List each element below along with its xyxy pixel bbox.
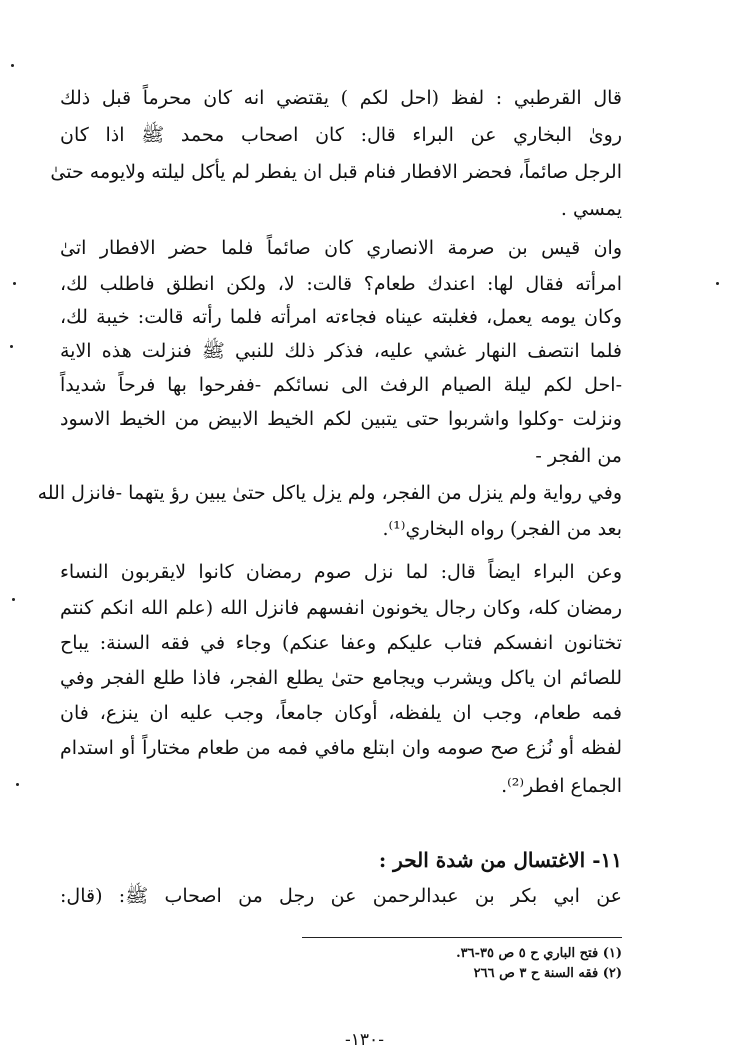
section-heading: ١١- الاغتسال من شدة الحر : [378,848,622,872]
scan-speck [16,783,19,786]
body-line-19: لفظه أو نُزع صح صومه وان ابتلع مافي فمه من طعام مختاراً أو استدام [60,737,622,759]
body-line-6: امرأته فقال لها: اعندك طعام؟ قالت: لا، ولكن انطلق فاطلب لك، [60,273,622,295]
page-number: -١٣٠- [345,1030,384,1050]
body-line-20: الجماع افطر⁽²⁾. [501,775,622,797]
scan-speck [716,282,719,285]
body-line-4: يمسي . [560,198,622,220]
body-line-7: وكان يومه يعمل، فغلبته عيناه فجاءته امرأته فلما رأته قالت: خيبة لك، [60,306,622,328]
footnote-separator [302,937,622,938]
body-line-3: الرجل صائماً، فحضر الافطار فنام قبل ان يفطر لم يأكل ليلته ولايومه حتىٰ [50,161,622,183]
body-line-15: رمضان كله، وكان رجال يخونون انفسهم فانزل الله (علم الله انكم كنتم [60,597,622,619]
body-line-12: وفي رواية ولم ينزل من الفجر، ولم يزل ياكل حتىٰ يبين رؤ يتهما -فانزل الله [37,482,622,504]
body-line-11: من الفجر - [535,445,622,467]
scan-speck [12,598,15,601]
section-first-line: عن ابي بكر بن عبدالرحمن عن رجل من اصحاب ﷺ: (قال: [60,885,622,907]
body-line-10: ونزلت -وكلوا واشربوا حتى يتبين لكم الخيط الابيض من الخيط الاسود [60,408,622,430]
body-line-5: وان قيس بن صرمة الانصاري كان صائماً فلما حضر الافطار اتىٰ [60,237,622,259]
footnote-2: (٢) فقه السنة ح ٣ ص ٢٦٦ [473,966,622,981]
body-line-17: للصائم ان ياكل ويشرب ويجامع حتىٰ يطلع الفجر، فاذا طلع الفجر وفي [60,667,622,689]
scan-speck [10,345,13,348]
body-line-8: فلما انتصف النهار غشي عليه، فذكر ذلك للنبي ﷺ فنزلت هذه الاية [60,340,622,362]
body-line-16: تختانون انفسكم فتاب عليكم وعفا عنكم) وجاء في فقه السنة: يباح [60,632,622,654]
body-line-9: -احل لكم ليلة الصيام الرفث الى نسائكم -ففرحوا بها فرحاً شديداً [60,374,622,396]
body-line-1: قال القرطبي : لفظ (احل لكم ) يقتضي انه كان محرماً قبل ذلك [60,87,622,109]
body-line-18: فمه طعام، وجب ان يلفظه، أوكان جامعاً، وجب عليه ان ينزع، فان [60,702,622,724]
body-line-2: روىٰ البخاري عن البراء قال: كان اصحاب محمد ﷺ اذا كان [60,124,622,146]
scan-speck [11,64,14,67]
body-line-13: بعد من الفجر) رواه البخاري⁽¹⁾. [382,518,622,540]
footnote-1: (١) فتح الباري ح ٥ ص ٣٥-٣٦. [456,946,622,961]
body-line-14: وعن البراء ايضاً قال: لما نزل صوم رمضان كانوا لايقربون النساء [60,561,622,583]
scan-speck [13,282,16,285]
